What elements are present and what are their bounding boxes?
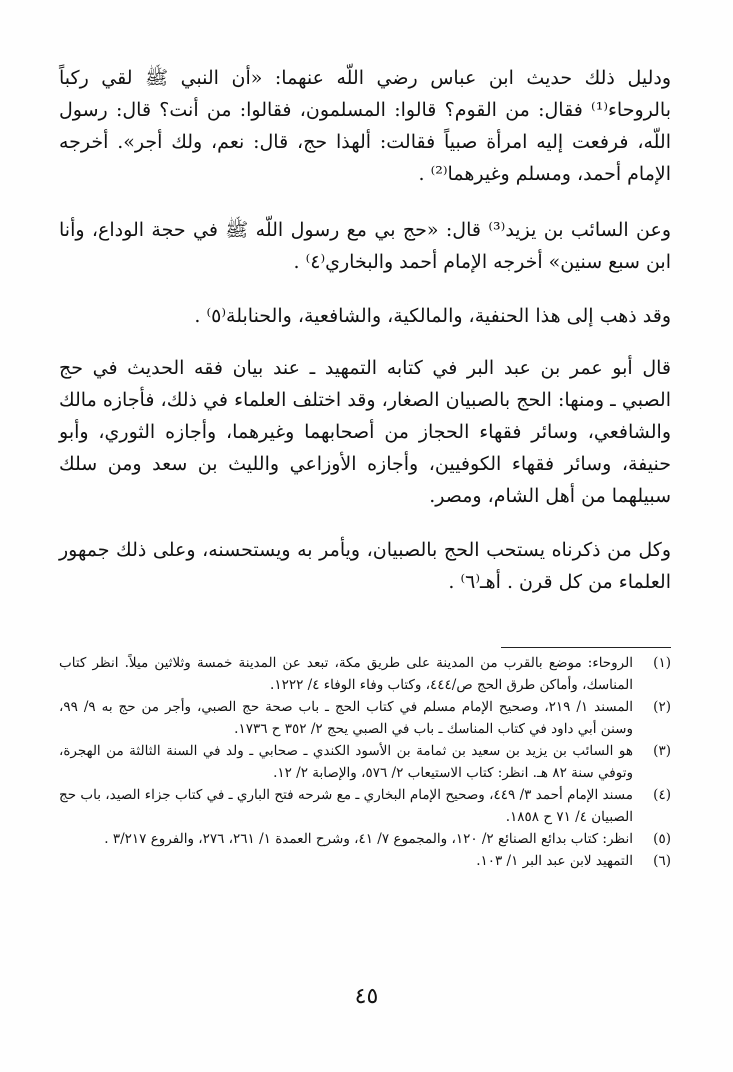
paragraph-3: وقد ذهب إلى هذا الحنفية، والمالكية، والشافعية، والحنابلة⁽٥⁾ . (194, 305, 671, 327)
footnote-text: انظر: كتاب بدائع الصنائع ٢/ ١٢٠، والمجموع ٧/ ٤١، وشرح العمدة ١/ ٢٦١، ٢٧٦، والفروع ٣/٢١٧ . (104, 831, 633, 847)
footnote-number: (٥) (653, 831, 671, 847)
paragraph-2: وعن السائب بن يزيد⁽³⁾ قال: «حج بي مع رسول اللّه ﷺ في حجة الوداع، وأنا ابن سبع سنين» أخرجه الإمام أحمد والبخاري⁽٤⁾ . (59, 219, 672, 273)
footnote-number: (١) (653, 655, 671, 671)
footnote-text: الروحاء: موضع بالقرب من المدينة على طريق مكة، تبعد عن المدينة خمسة وثلاثين ميلاً. انظر كتاب المناسك، وأماكن طرق الحج ص/٤٤٤، وكتاب وفاء الوفاء ٤/ ١٢٢٢. (59, 655, 633, 693)
paragraph-4: قال أبو عمر بن عبد البر في كتابه التمهيد ـ عند بيان فقه الحديث في حج الصبي ـ ومنها: الحج بالصبيان الصغار، وقد اختلف العلماء في ذلك، فأجازه مالك والشافعي، وسائر فقهاء الحجاز من أصحابهما وغيرهما، وأجازه الثوري، وأبو حنيفة، وسائر فقهاء الكوفيين، وأجازه الأوزاعي والليث بن سعد ومن سلك سبيلهما من أهل الشام، ومصر. (59, 357, 671, 507)
footnote-text: التمهيد لابن عبد البر ١/ ١٠٣. (476, 853, 633, 869)
main-text (59, 62, 671, 598)
footnote-3 (59, 740, 671, 784)
footnote-number: (٦) (653, 853, 671, 869)
footnote-2 (59, 696, 671, 740)
footnote-5 (59, 828, 671, 850)
footnote-separator (501, 647, 671, 648)
page-number: ٤٥ (354, 984, 379, 1009)
footnote-text: هو السائب بن يزيد بن سعيد بن ثمامة بن الأسود الكندي ـ صحابي ـ ولد في السنة الثالثة من الهجرة، وتوفي سنة ٨٢ هـ. انظر: كتاب الاستيعاب ٢/ ٥٧٦، والإصابة ٢/ ١٢. (59, 743, 633, 781)
footnote-number: (٣) (653, 743, 671, 759)
paragraph-1: ودليل ذلك حديث ابن عباس رضي اللّه عنهما: «أن النبي ﷺ لقي ركباً بالروحاء⁽¹⁾ فقال: من القوم؟ قالوا: المسلمون، فقالوا: من أنت؟ قال: رسول اللّه، فرفعت إليه امرأة صبياً فقالت: ألهذا حج، قال: نعم، ولك أجر». أخرجه الإمام أحمد، ومسلم وغيرهما⁽²⁾ . (59, 67, 671, 185)
footnote-text: المسند ١/ ٢١٩، وصحيح الإمام مسلم في كتاب الحج ـ باب صحة حج الصبي، وأجر من حج به ٩/ ٩٩، وسنن أبي داود في كتاب المناسك ـ باب في الصبي يحج ٢/ ٣٥٢ ح ١٧٣٦. (59, 699, 634, 737)
footnote-1 (59, 652, 671, 696)
footnote-text: مسند الإمام أحمد ٣/ ٤٤٩، وصحيح الإمام البخاري ـ مع شرحه فتح الباري ـ في كتاب جزاء الصيد، باب حج الصبيان ٤/ ٧١ ح ١٨٥٨. (59, 787, 634, 825)
footnote-6 (59, 850, 671, 872)
footnote-number: (٢) (653, 699, 671, 715)
paragraph-5: وكل من ذكرناه يستحب الحج بالصبيان، ويأمر به ويستحسنه، وعلى ذلك جمهور العلماء من كل قرن . أهـ⁽٦⁾ . (59, 539, 671, 593)
footnote-number: (٤) (653, 787, 671, 803)
footnotes (59, 652, 671, 872)
footnote-4 (59, 784, 671, 828)
